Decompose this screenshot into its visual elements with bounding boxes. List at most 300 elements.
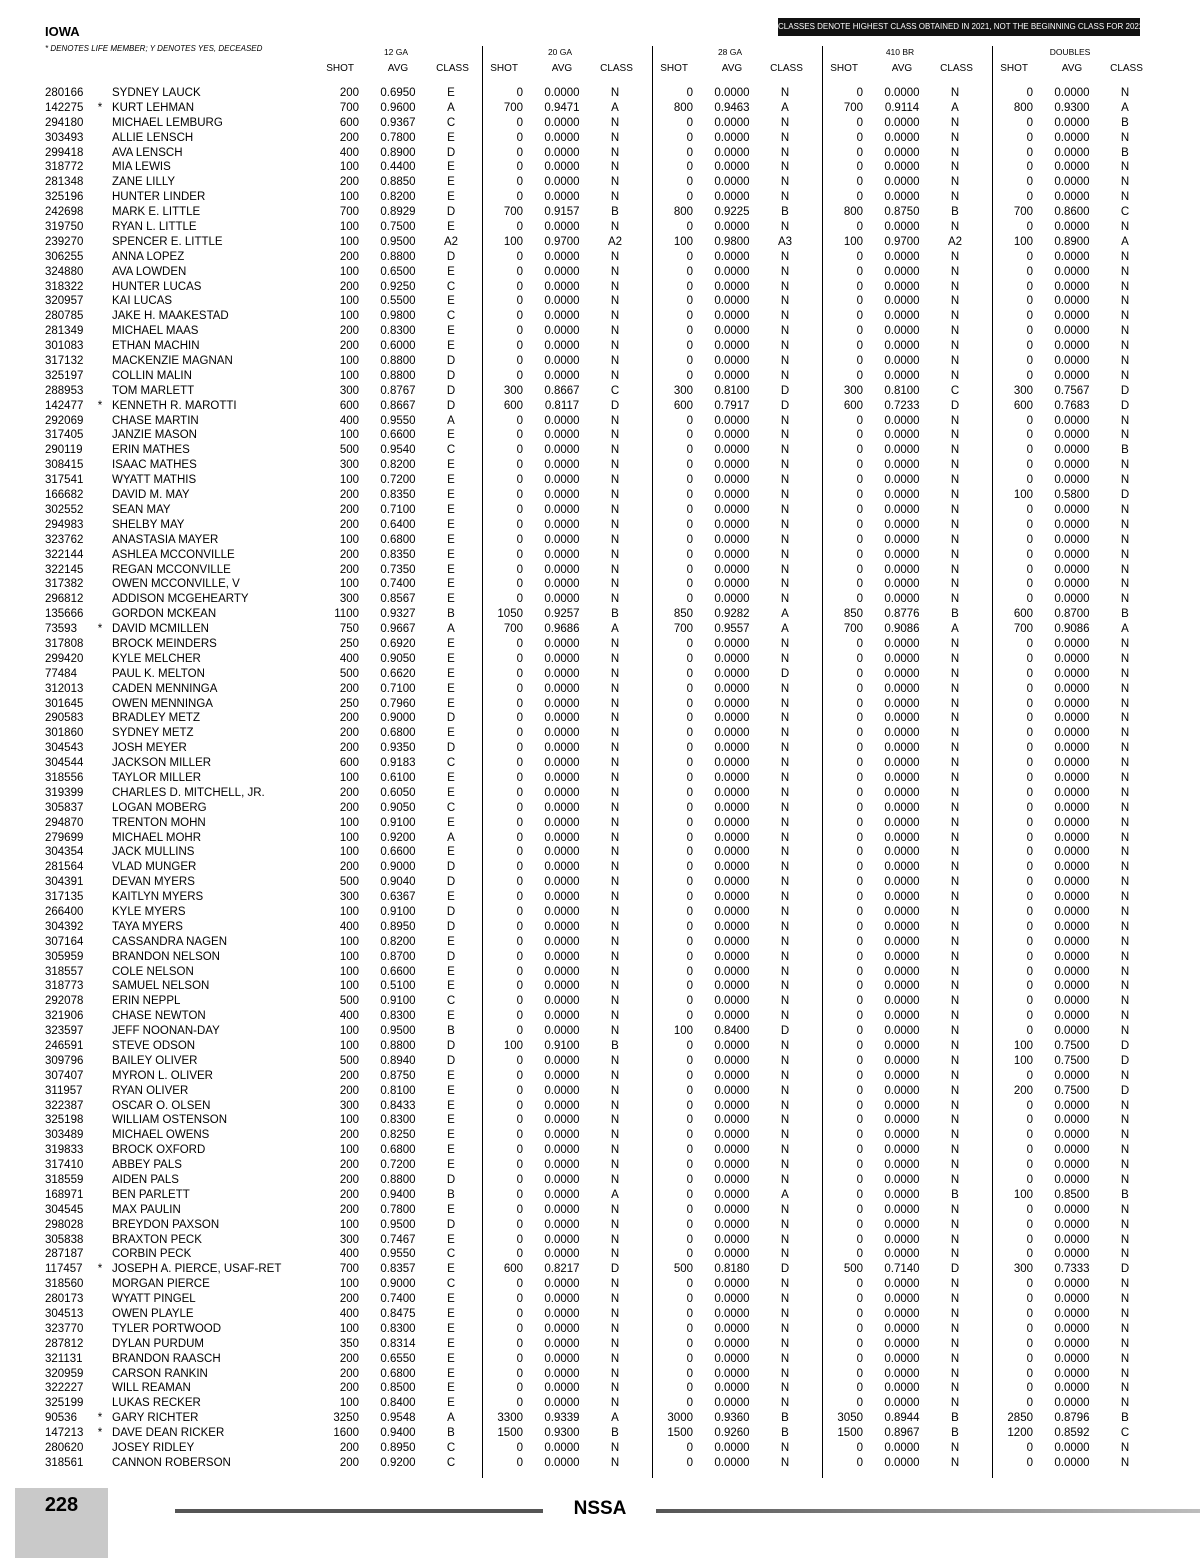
group-28ga-avg: 0.8400	[714, 1025, 750, 1038]
group-28ga-shot: 0	[686, 176, 693, 189]
group-12ga-class: E	[447, 548, 455, 561]
group-doubles-shot: 0	[1026, 503, 1033, 516]
group-20ga-class: N	[610, 250, 620, 263]
group-doubles-shot: 0	[1026, 1144, 1033, 1157]
group-28ga-avg: 0.0000	[714, 637, 750, 650]
group-20ga-avg: 0.0000	[544, 176, 580, 189]
group-12ga-avg: 0.8250	[380, 1129, 416, 1142]
group-12ga-avg: 0.8400	[380, 1397, 416, 1410]
group-28ga-shot: 0	[686, 280, 693, 293]
group-20ga-class: N	[610, 265, 620, 278]
group-doubles-avg: 0.8600	[1054, 206, 1090, 219]
group-20ga-class: N	[610, 146, 620, 159]
group-12ga-avg: 0.8800	[380, 1040, 416, 1052]
group-doubles-shot: 0	[1026, 1129, 1033, 1142]
group-20ga-shot: 0	[516, 518, 523, 531]
shooter-name: KYLE MYERS	[112, 905, 186, 918]
group-28ga-shot: 0	[686, 369, 693, 382]
group-28ga-class: N	[780, 1248, 790, 1261]
group-28ga-shot: 0	[686, 548, 693, 561]
group-20ga-shot: 0	[516, 191, 523, 204]
group-410br-avg: 0.0000	[884, 191, 920, 204]
group-12ga-shot: 600	[339, 399, 359, 412]
group-doubles-class: N	[1120, 563, 1130, 576]
group-doubles-class: N	[1120, 1025, 1130, 1038]
group-doubles-class: N	[1120, 757, 1130, 770]
group-410br-shot: 0	[856, 682, 863, 695]
group-410br-avg: 0.0000	[884, 1367, 920, 1380]
group-doubles-class: N	[1120, 965, 1130, 978]
group-doubles-shot: 0	[1026, 1099, 1033, 1112]
group-410br-class: N	[950, 1040, 960, 1052]
group-410br-shot: 0	[856, 503, 863, 516]
group-doubles-class: N	[1120, 786, 1130, 799]
shooter-name: JOSEY RIDLEY	[112, 1442, 195, 1455]
group-410br-class: N	[950, 1114, 960, 1127]
shooter-name: KENNETH R. MAROTTI	[112, 399, 237, 412]
group-28ga-avg: 0.0000	[714, 1203, 750, 1216]
group-28ga-shot: 0	[686, 1352, 693, 1365]
group-20ga-avg: 0.0000	[544, 980, 580, 993]
group-20ga-class: N	[610, 578, 620, 591]
table-row	[0, 756, 1200, 771]
group-doubles-class: N	[1120, 355, 1130, 368]
group-20ga-avg: 0.0000	[544, 191, 580, 204]
group-410br-class: N	[950, 1278, 960, 1291]
group-doubles-shot: 0	[1026, 935, 1033, 948]
group-20ga-class: N	[610, 474, 620, 487]
shooter-name: MYRON L. OLIVER	[112, 1069, 213, 1082]
group-12ga-class: E	[447, 1397, 455, 1410]
group-doubles-avg: 0.0000	[1054, 876, 1090, 889]
group-410br-shot: 700	[843, 101, 863, 114]
group-20ga-avg: 0.9471	[544, 101, 580, 114]
group-12ga-shot: 100	[339, 235, 359, 248]
shooter-name: OWEN PLAYLE	[112, 1308, 194, 1321]
group-28ga-shot: 0	[686, 340, 693, 353]
group-28ga-shot: 0	[686, 995, 693, 1008]
group-410br-shot: 0	[856, 742, 863, 755]
group-12ga-avg: 0.7800	[380, 1203, 416, 1216]
group-doubles-avg: 0.0000	[1054, 637, 1090, 650]
group-20ga-shot: 0	[516, 1337, 523, 1350]
group-doubles-shot: 0	[1026, 905, 1033, 918]
group-12ga-avg: 0.9050	[380, 801, 416, 814]
group-doubles-avg: 0.0000	[1054, 325, 1090, 338]
group-28ga-avg: 0.0000	[714, 1442, 750, 1455]
group-20ga-avg: 0.0000	[544, 831, 580, 844]
group-28ga-avg: 0.0000	[714, 280, 750, 293]
group-410br-shot: 0	[856, 965, 863, 978]
group-28ga-header: 28 GA	[717, 47, 743, 57]
group-20ga-class: N	[610, 786, 620, 799]
shooter-name: MICHAEL LEMBURG	[112, 116, 223, 129]
group-20ga-avg: 0.0000	[544, 593, 580, 606]
group-28ga-class: N	[780, 489, 790, 502]
group-12ga-avg: 0.8357	[380, 1263, 416, 1276]
group-doubles-shot: 0	[1026, 161, 1033, 174]
group-20ga-class: N	[610, 1084, 620, 1097]
group-doubles-shot: 0	[1026, 757, 1033, 770]
group-12ga-avg: 0.8200	[380, 191, 416, 204]
member-id: 168971	[45, 1188, 84, 1201]
group-12ga-class: E	[447, 1263, 455, 1276]
group-20ga-shot: 0	[516, 950, 523, 963]
group-12ga-class: E	[447, 965, 455, 978]
table-row	[0, 250, 1200, 265]
group-doubles-shot: 0	[1026, 1010, 1033, 1023]
member-id: 319750	[45, 221, 84, 234]
group-doubles-avg: 0.0000	[1054, 920, 1090, 933]
group-28ga-shot: 0	[686, 1099, 693, 1112]
group-12ga-class: E	[447, 1352, 455, 1365]
group-410br-class: N	[950, 1174, 960, 1187]
nssa-logo: NSSA	[573, 1498, 627, 1519]
group-28ga-class: D	[780, 1025, 790, 1038]
group-28ga-avg: 0.0000	[714, 221, 750, 234]
group-12ga-avg: 0.8700	[380, 950, 416, 963]
group-20ga-shot: 0	[516, 340, 523, 353]
group-20ga-avg: 0.0000	[544, 1248, 580, 1261]
group-12ga-shot: 400	[339, 1308, 359, 1321]
table-row	[0, 563, 1200, 578]
group-doubles-shot: 0	[1026, 891, 1033, 904]
group-410br-shot: 500	[843, 1263, 863, 1276]
group-20ga-avg: 0.0000	[544, 1203, 580, 1216]
group-20ga-avg: 0.9700	[544, 235, 580, 248]
group-doubles-shot: 0	[1026, 1293, 1033, 1306]
group-410br-shot: 0	[856, 757, 863, 770]
member-id: 308415	[45, 459, 84, 472]
table-row	[0, 1367, 1200, 1382]
group-doubles-class: A	[1121, 235, 1129, 248]
group-28ga-shot: 0	[686, 742, 693, 755]
group-doubles-shot: 0	[1026, 1233, 1033, 1246]
group-410br-avg: 0.0000	[884, 1159, 920, 1172]
group-doubles-avg: 0.0000	[1054, 995, 1090, 1008]
group-doubles-class: N	[1120, 1174, 1130, 1187]
group-20ga-avg: 0.0000	[544, 652, 580, 665]
group-12ga-class: E	[447, 891, 455, 904]
member-id: 304545	[45, 1203, 84, 1216]
group-20ga-avg: 0.0000	[544, 116, 580, 129]
shooter-name: HUNTER LUCAS	[112, 280, 202, 293]
group-20ga-shot: 0	[516, 503, 523, 516]
group-doubles-avg: 0.0000	[1054, 682, 1090, 695]
group-20ga-class: N	[610, 444, 620, 457]
group-410br-shot: 0	[856, 1069, 863, 1082]
group-doubles-avg: 0.0000	[1054, 1352, 1090, 1365]
group-12ga-shot: 300	[339, 593, 359, 606]
group-28ga-shot: 0	[686, 1188, 693, 1201]
group-20ga-class: N	[610, 280, 620, 293]
group-410br-avg: 0.0000	[884, 920, 920, 933]
member-id: 325198	[45, 1114, 84, 1127]
member-id: 304513	[45, 1308, 84, 1321]
group-20ga-class: N	[610, 1233, 620, 1246]
table-row	[0, 369, 1200, 384]
group-doubles-header: DOUBLES	[1049, 47, 1091, 57]
group-doubles-class: A	[1121, 623, 1129, 636]
group-doubles-avg: 0.0000	[1054, 1159, 1090, 1172]
group-28ga-class: D	[780, 667, 790, 680]
group-410br-avg: 0.0000	[884, 995, 920, 1008]
shooter-name: CHARLES D. MITCHELL, JR.	[112, 786, 265, 799]
group-doubles-shot: 800	[1013, 101, 1033, 114]
group-12ga-class: E	[447, 771, 455, 784]
group-410br-class: A	[951, 623, 959, 636]
group-410br-avg: 0.0000	[884, 578, 920, 591]
group-20ga-class: N	[610, 1144, 620, 1157]
group-12ga-class: B	[447, 1025, 455, 1038]
shooter-name: SPENCER E. LITTLE	[112, 235, 223, 248]
group-28ga-class: N	[780, 891, 790, 904]
shooter-name: JEFF NOONAN-DAY	[112, 1025, 220, 1038]
group-doubles-shot: 0	[1026, 116, 1033, 129]
group-28ga-avg: 0.0000	[714, 161, 750, 174]
group-12ga-avg: 0.7400	[380, 578, 416, 591]
group-28ga-class: N	[780, 131, 790, 144]
group-12ga-class: E	[447, 325, 455, 338]
group-12ga-class: E	[447, 295, 455, 308]
group-20ga-class: N	[610, 1218, 620, 1231]
member-id: 288953	[45, 384, 84, 397]
group-20ga-avg: 0.0000	[544, 1293, 580, 1306]
group-20ga-avg: 0.0000	[544, 265, 580, 278]
group-12ga-class: E	[447, 652, 455, 665]
group-28ga-shot: 0	[686, 876, 693, 889]
table-row	[0, 786, 1200, 801]
group-20ga-avg: 0.0000	[544, 1144, 580, 1157]
group-20ga-avg: 0.0000	[544, 518, 580, 531]
table-row	[0, 1009, 1200, 1024]
group-410br-class: N	[950, 652, 960, 665]
group-410br-shot: 0	[856, 1248, 863, 1261]
group-20ga-avg: 0.0000	[544, 1337, 580, 1350]
group-12ga-avg: 0.7960	[380, 697, 416, 710]
group-410br-shot: 0	[856, 801, 863, 814]
group-20ga-shot: 0	[516, 1010, 523, 1023]
table-row	[0, 1173, 1200, 1188]
member-id: 135666	[45, 608, 84, 621]
group-410br-class: N	[950, 816, 960, 829]
table-row	[0, 473, 1200, 488]
group-20ga-avg: 0.0000	[544, 295, 580, 308]
group-12ga-avg: 0.6950	[380, 87, 416, 99]
group-doubles-shot: 0	[1026, 965, 1033, 978]
group-12ga-shot: 250	[339, 637, 359, 650]
group-28ga-class: N	[780, 369, 790, 382]
group-20ga-shot: 0	[516, 459, 523, 472]
group-doubles-class: N	[1120, 1322, 1130, 1335]
group-12ga-avg: 0.8800	[380, 369, 416, 382]
group-20ga-shot: 600	[503, 399, 523, 412]
group-doubles-shot: 0	[1026, 563, 1033, 576]
group-doubles-class: B	[1121, 608, 1129, 621]
group-12ga-shot: 200	[339, 682, 359, 695]
group-410br-class: N	[950, 146, 960, 159]
group-410br-avg: 0.0000	[884, 265, 920, 278]
group-410br-class: N	[950, 518, 960, 531]
group-20ga-class: N	[610, 87, 620, 99]
group-doubles-avg: 0.0000	[1054, 1025, 1090, 1038]
group-410br-shot: 1500	[837, 1427, 863, 1440]
group-20ga-avg: 0.0000	[544, 1010, 580, 1023]
group-410br-class: N	[950, 563, 960, 576]
group-28ga-class: N	[780, 757, 790, 770]
group-doubles-shot: 0	[1026, 578, 1033, 591]
group-doubles-avg: 0.0000	[1054, 1248, 1090, 1261]
table-row	[0, 920, 1200, 935]
shooter-name: BAILEY OLIVER	[112, 1054, 198, 1067]
group-doubles-avg: 0.0000	[1054, 1203, 1090, 1216]
group-410br-shot: 0	[856, 1322, 863, 1335]
group-12ga-shot: 200	[339, 563, 359, 576]
group-410br-avg: 0.0000	[884, 905, 920, 918]
group-12ga-avg: 0.8950	[380, 1442, 416, 1455]
group-410br-class: N	[950, 1129, 960, 1142]
group-20ga-shot: 0	[516, 593, 523, 606]
shooter-name: CASSANDRA NAGEN	[112, 935, 228, 948]
group-20ga-avg: 0.0000	[544, 786, 580, 799]
shooter-name: ERIN NEPPL	[112, 995, 181, 1008]
group-12ga-avg: 0.9183	[380, 757, 416, 770]
group-12ga-class-header: CLASS	[436, 63, 469, 74]
group-20ga-shot: 0	[516, 221, 523, 234]
group-28ga-avg: 0.0000	[714, 176, 750, 189]
group-doubles-avg: 0.0000	[1054, 1442, 1090, 1455]
group-12ga-class: E	[447, 503, 455, 516]
group-doubles-avg: 0.8700	[1054, 608, 1090, 621]
group-20ga-shot: 0	[516, 176, 523, 189]
group-doubles-class: N	[1120, 712, 1130, 725]
group-410br-avg: 0.0000	[884, 965, 920, 978]
group-12ga-class: D	[446, 1040, 456, 1052]
group-doubles-shot: 0	[1026, 727, 1033, 740]
group-410br-shot: 0	[856, 1025, 863, 1038]
group-12ga-class: E	[447, 221, 455, 234]
group-doubles-avg: 0.0000	[1054, 1382, 1090, 1395]
group-doubles-class: N	[1120, 801, 1130, 814]
group-28ga-shot: 0	[686, 429, 693, 442]
group-28ga-avg: 0.0000	[714, 697, 750, 710]
group-410br-shot: 0	[856, 727, 863, 740]
group-28ga-shot: 0	[686, 1069, 693, 1082]
group-28ga-shot: 0	[686, 250, 693, 263]
group-20ga-avg: 0.0000	[544, 637, 580, 650]
group-28ga-shot: 800	[673, 101, 693, 114]
group-12ga-shot: 200	[339, 131, 359, 144]
member-id: 323770	[45, 1322, 84, 1335]
member-id: 302552	[45, 503, 84, 516]
group-doubles-class: N	[1120, 950, 1130, 963]
group-20ga-avg: 0.0000	[544, 891, 580, 904]
group-12ga-shot: 100	[339, 831, 359, 844]
group-20ga-shot: 0	[516, 1129, 523, 1142]
group-28ga-avg: 0.0000	[714, 846, 750, 859]
shooter-name: SYDNEY LAUCK	[112, 87, 201, 99]
group-12ga-class: E	[447, 191, 455, 204]
group-12ga-class: A	[447, 1412, 455, 1425]
group-doubles-avg: 0.0000	[1054, 712, 1090, 725]
group-doubles-class: D	[1120, 1084, 1130, 1097]
group-doubles-class: D	[1120, 1263, 1130, 1276]
group-20ga-shot: 0	[516, 846, 523, 859]
group-12ga-shot: 100	[339, 221, 359, 234]
group-12ga-shot: 100	[339, 533, 359, 546]
group-doubles-shot: 0	[1026, 846, 1033, 859]
group-12ga-avg: 0.6500	[380, 265, 416, 278]
shooter-name: RYAN L. LITTLE	[112, 221, 197, 234]
table-row	[0, 339, 1200, 354]
group-doubles-class: N	[1120, 1442, 1130, 1455]
group-12ga-class: E	[447, 935, 455, 948]
group-28ga-shot: 0	[686, 1233, 693, 1246]
group-410br-class: D	[950, 399, 960, 412]
group-doubles-avg: 0.7500	[1054, 1084, 1090, 1097]
group-28ga-avg: 0.9360	[714, 1412, 750, 1425]
group-doubles-shot: 0	[1026, 533, 1033, 546]
life-member-mark: *	[97, 101, 103, 114]
table-row	[0, 294, 1200, 309]
group-12ga-avg: 0.9550	[380, 1248, 416, 1261]
group-doubles-avg: 0.0000	[1054, 786, 1090, 799]
group-doubles-class: N	[1120, 920, 1130, 933]
group-20ga-avg: 0.0000	[544, 771, 580, 784]
group-doubles-class: N	[1120, 221, 1130, 234]
group-28ga-class: N	[780, 518, 790, 531]
group-doubles-shot: 0	[1026, 920, 1033, 933]
group-12ga-shot: 100	[339, 905, 359, 918]
group-12ga-avg: 0.9100	[380, 905, 416, 918]
group-12ga-avg: 0.9350	[380, 742, 416, 755]
group-doubles-shot: 0	[1026, 1382, 1033, 1395]
group-doubles-avg: 0.7500	[1054, 1040, 1090, 1052]
group-12ga-shot: 200	[339, 1129, 359, 1142]
group-20ga-shot: 0	[516, 1278, 523, 1291]
group-20ga-shot: 0	[516, 757, 523, 770]
member-id: 318561	[45, 1456, 84, 1469]
group-28ga-avg: 0.0000	[714, 369, 750, 382]
group-doubles-shot: 2850	[1007, 1412, 1033, 1425]
group-410br-shot: 0	[856, 414, 863, 427]
group-410br-shot: 0	[856, 1040, 863, 1052]
group-28ga-shot: 0	[686, 757, 693, 770]
group-doubles-shot: 0	[1026, 876, 1033, 889]
group-12ga-shot: 200	[339, 280, 359, 293]
group-12ga-avg: 0.7200	[380, 1159, 416, 1172]
group-28ga-shot: 0	[686, 1322, 693, 1335]
group-12ga-class: E	[447, 1308, 455, 1321]
group-28ga-class: A	[781, 101, 789, 114]
group-doubles-shot: 0	[1026, 1203, 1033, 1216]
member-id: 166682	[45, 489, 84, 502]
group-410br-avg: 0.0000	[884, 950, 920, 963]
group-doubles-avg: 0.0000	[1054, 414, 1090, 427]
member-id: 317405	[45, 429, 84, 442]
member-id: 303493	[45, 131, 84, 144]
group-28ga-avg: 0.0000	[714, 1293, 750, 1306]
group-12ga-avg: 0.9540	[380, 444, 416, 457]
life-member-mark: *	[97, 1263, 103, 1276]
group-410br-shot: 0	[856, 891, 863, 904]
group-20ga-shot: 1050	[497, 608, 523, 621]
group-410br-shot: 0	[856, 325, 863, 338]
table-row	[0, 131, 1200, 146]
group-12ga-shot: 200	[339, 1084, 359, 1097]
member-id: 242698	[45, 206, 84, 219]
group-28ga-class: N	[780, 355, 790, 368]
